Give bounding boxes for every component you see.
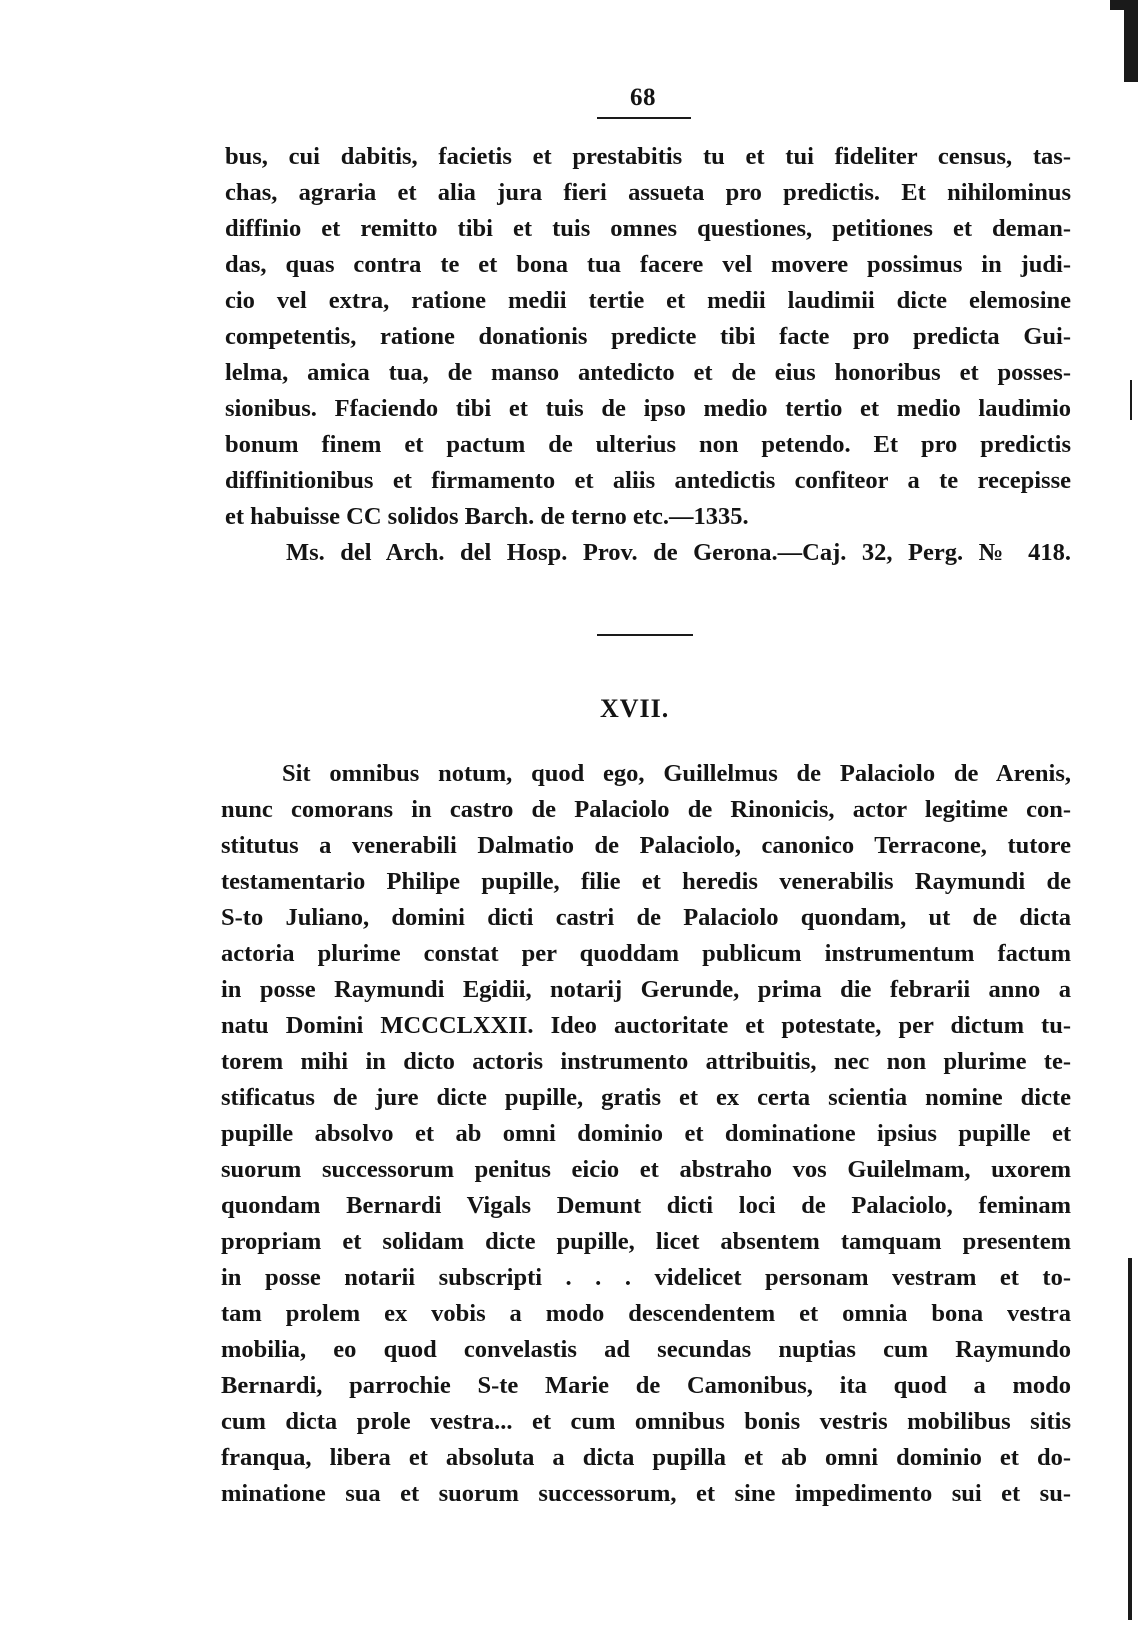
text-line: in posse notarii subscripti . . . videlicet personam vestram et to- [221, 1264, 1071, 1291]
text-line: propriam et solidam dicte pupille, licet absentem tamquam presentem [221, 1228, 1071, 1255]
scan-edge-mark [1124, 10, 1138, 82]
scan-edge-mark [1110, 0, 1138, 10]
page-number-rule [597, 117, 691, 119]
text-line: franqua, libera et absoluta a dicta pupilla et ab omni dominio et do- [221, 1444, 1071, 1471]
text-line: stificatus de jure dicte pupille, gratis et ex certa scientia nomine dicte [221, 1084, 1071, 1111]
text-line: nunc comorans in castro de Palaciolo de Rinonicis, actor legitime con- [221, 796, 1071, 823]
text-line: minatione sua et suorum successorum, et sine impedimento sui et su- [221, 1480, 1071, 1507]
text-line: pupille absolvo et ab omni dominio et dominatione ipsius pupille et [221, 1120, 1071, 1147]
scan-edge-mark [1130, 380, 1132, 420]
text-block-document-xvii [221, 756, 1071, 1512]
text-line: sionibus. Ffaciendo tibi et tuis de ipso medio tertio et medio laudimio [225, 395, 1071, 422]
text-line: tam prolem ex vobis a modo descendentem et omnia bona vestra [221, 1300, 1071, 1327]
text-line: chas, agraria et alia jura fieri assueta pro predictis. Et nihilominus [225, 179, 1071, 206]
scan-edge-mark [1128, 1258, 1132, 1620]
text-line: quondam Bernardi Vigals Demunt dicti loci de Palaciolo, feminam [221, 1192, 1071, 1219]
text-line: bus, cui dabitis, facietis et prestabitis tu et tui fideliter census, tas- [225, 143, 1071, 170]
text-line: cio vel extra, ratione medii tertie et medii laudimii dicte elemosine [225, 287, 1071, 314]
text-line: testamentario Philipe pupille, filie et heredis venerabilis Raymundi de [221, 868, 1071, 895]
text-line: mobilia, eo quod convelastis ad secundas nuptias cum Raymundo [221, 1336, 1071, 1363]
text-line: cum dicta prole vestra... et cum omnibus bonis vestris mobilibus sitis [221, 1408, 1071, 1435]
text-line: in posse Raymundi Egidii, notarij Gerunde, prima die febrarii anno a [221, 976, 1071, 1003]
text-line: S-to Juliano, domini dicti castri de Palaciolo quondam, ut de dicta [221, 904, 1071, 931]
text-line: natu Domini MCCCLXXII. Ideo auctoritate et potestate, per dictum tu- [221, 1012, 1071, 1039]
text-line: diffinio et remitto tibi et tuis omnes questiones, petitiones et deman- [225, 215, 1071, 242]
text-line: suorum successorum penitus eicio et abstraho vos Guilelmam, uxorem [221, 1156, 1071, 1183]
page-number: 68 [630, 84, 656, 111]
text-line: das, quas contra te et bona tua facere vel movere possimus in judi- [225, 251, 1071, 278]
text-line: Sit omnibus notum, quod ego, Guillelmus de Palaciolo de Arenis, [282, 760, 1071, 787]
text-block-continued [225, 139, 1071, 535]
text-line: et habuisse CC solidos Barch. de terno etc.—1335. [225, 503, 749, 530]
text-line: stitutus a venerabili Dalmatio de Palaciolo, canonico Terracone, tutore [221, 832, 1071, 859]
section-rule [597, 634, 693, 636]
text-line: competentis, ratione donationis predicte tibi facte pro predicta Gui- [225, 323, 1071, 350]
text-line: Bernardi, parrochie S-te Marie de Camonibus, ita quod a modo [221, 1372, 1071, 1399]
text-line: bonum finem et pactum de ulterius non petendo. Et pro predictis [225, 431, 1071, 458]
text-line: actoria plurime constat per quoddam publicum instrumentum factum [221, 940, 1071, 967]
citation: Ms. del Arch. del Hosp. Prov. de Gerona.—Caj. 32, Perg. № 418. [286, 539, 1071, 566]
text-line: diffinitionibus et firmamento et aliis antedictis confiteor a te recepisse [225, 467, 1071, 494]
text-line: torem mihi in dicto actoris instrumento attribuitis, nec non plurime te- [221, 1048, 1071, 1075]
text-line: lelma, amica tua, de manso antedicto et de eius honoribus et posses- [225, 359, 1071, 386]
section-heading: XVII. [600, 694, 670, 723]
